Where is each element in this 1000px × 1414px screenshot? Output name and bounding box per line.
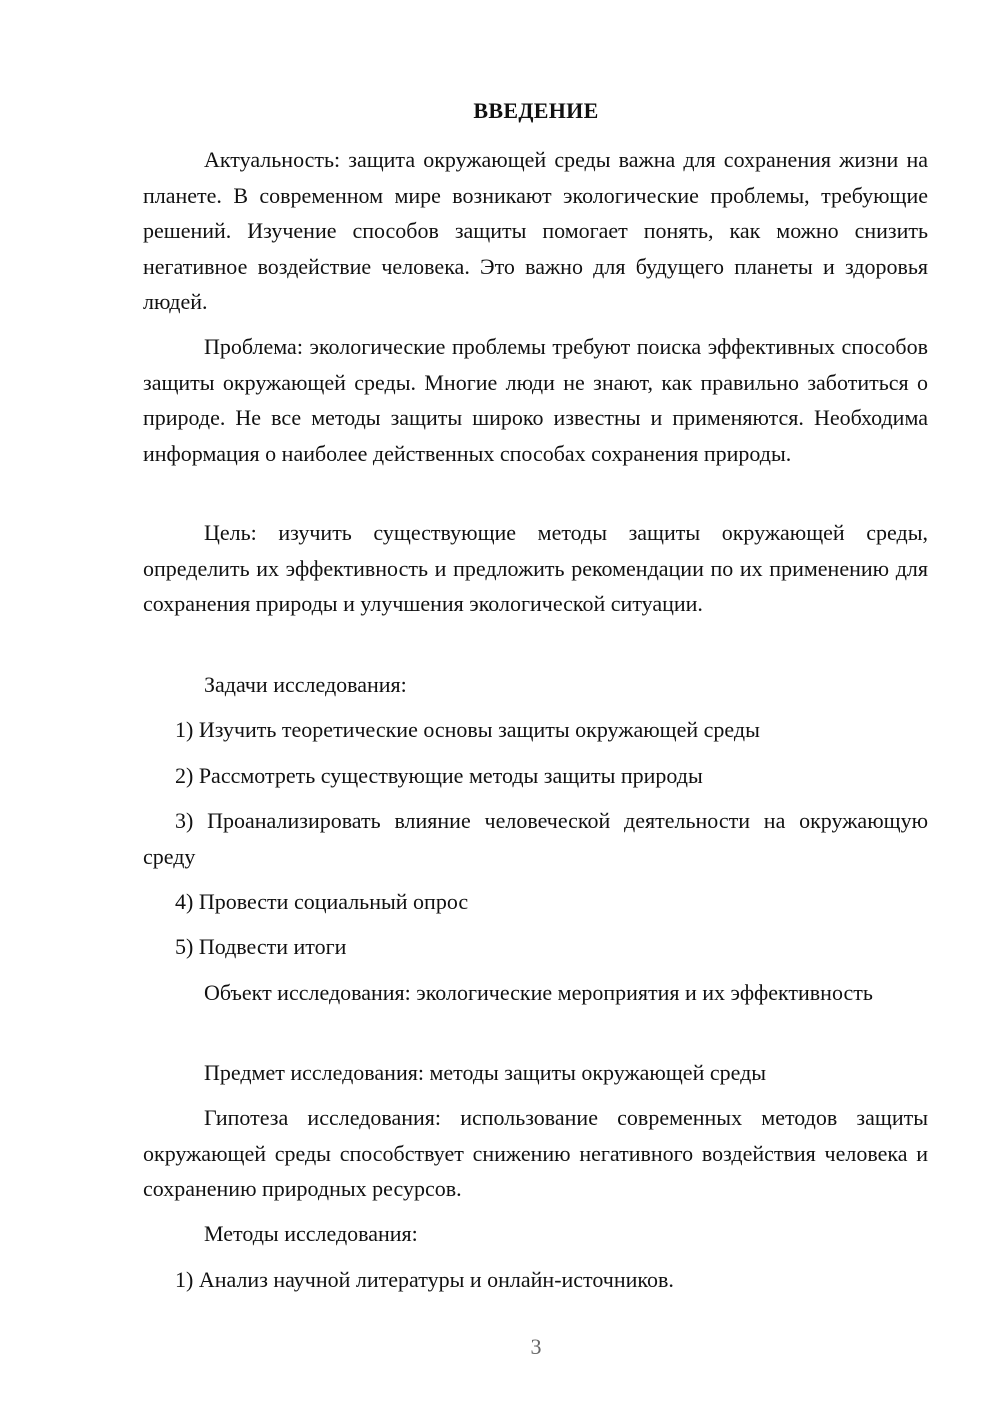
tasks-heading: Задачи исследования:: [204, 672, 407, 697]
method-item-1: 1) Анализ научной литературы и онлайн-источников.: [175, 1267, 674, 1292]
task-item-5: 5) Подвести итоги: [175, 934, 347, 959]
task-item-2: 2) Рассмотреть существующие методы защиты природы: [175, 763, 703, 788]
page-number: 3: [530, 1334, 542, 1359]
task-item-4: 4) Провести социальный опрос: [175, 889, 469, 914]
object-paragraph: Объект исследования: экологические мероприятия и их эффективность: [204, 980, 873, 1005]
methods-heading: Методы исследования:: [204, 1221, 418, 1246]
task-item-1: 1) Изучить теоретические основы защиты окружающей среды: [175, 717, 760, 742]
hypothesis-paragraph: Гипотеза исследования: использование современных методов защиты окружающей среды способствует снижению негативного воздействия человека и сохранению природных ресурсов.: [143, 1105, 928, 1201]
task-item-3: 3) Проанализировать влияние человеческой деятельности на окружающую среду: [143, 808, 928, 869]
problem-paragraph: Проблема: экологические проблемы требуют поиска эффективных способов защиты окружающей среды. Многие люди не знают, как правильно заботиться о природе. Не все методы защиты широко известны и применяются. Необходима информация о наиболее действенных способах сохранения природы.: [143, 334, 928, 466]
subject-paragraph: Предмет исследования: методы защиты окружающей среды: [204, 1060, 767, 1085]
goal-paragraph: Цель: изучить существующие методы защиты окружающей среды, определить их эффективность и предложить рекомендации по их применению для сохранения природы и улучшения экологической ситуации.: [143, 520, 928, 616]
page-title: ВВЕДЕНИЕ: [473, 98, 599, 123]
relevance-paragraph: Актуальность: защита окружающей среды важна для сохранения жизни на планете. В современном мире возникают экологические проблемы, требующие решений. Изучение способов защиты помогает понять, как можно снизить негативное воздействие человека. Это важно для будущего планеты и здоровья людей.: [143, 147, 928, 314]
